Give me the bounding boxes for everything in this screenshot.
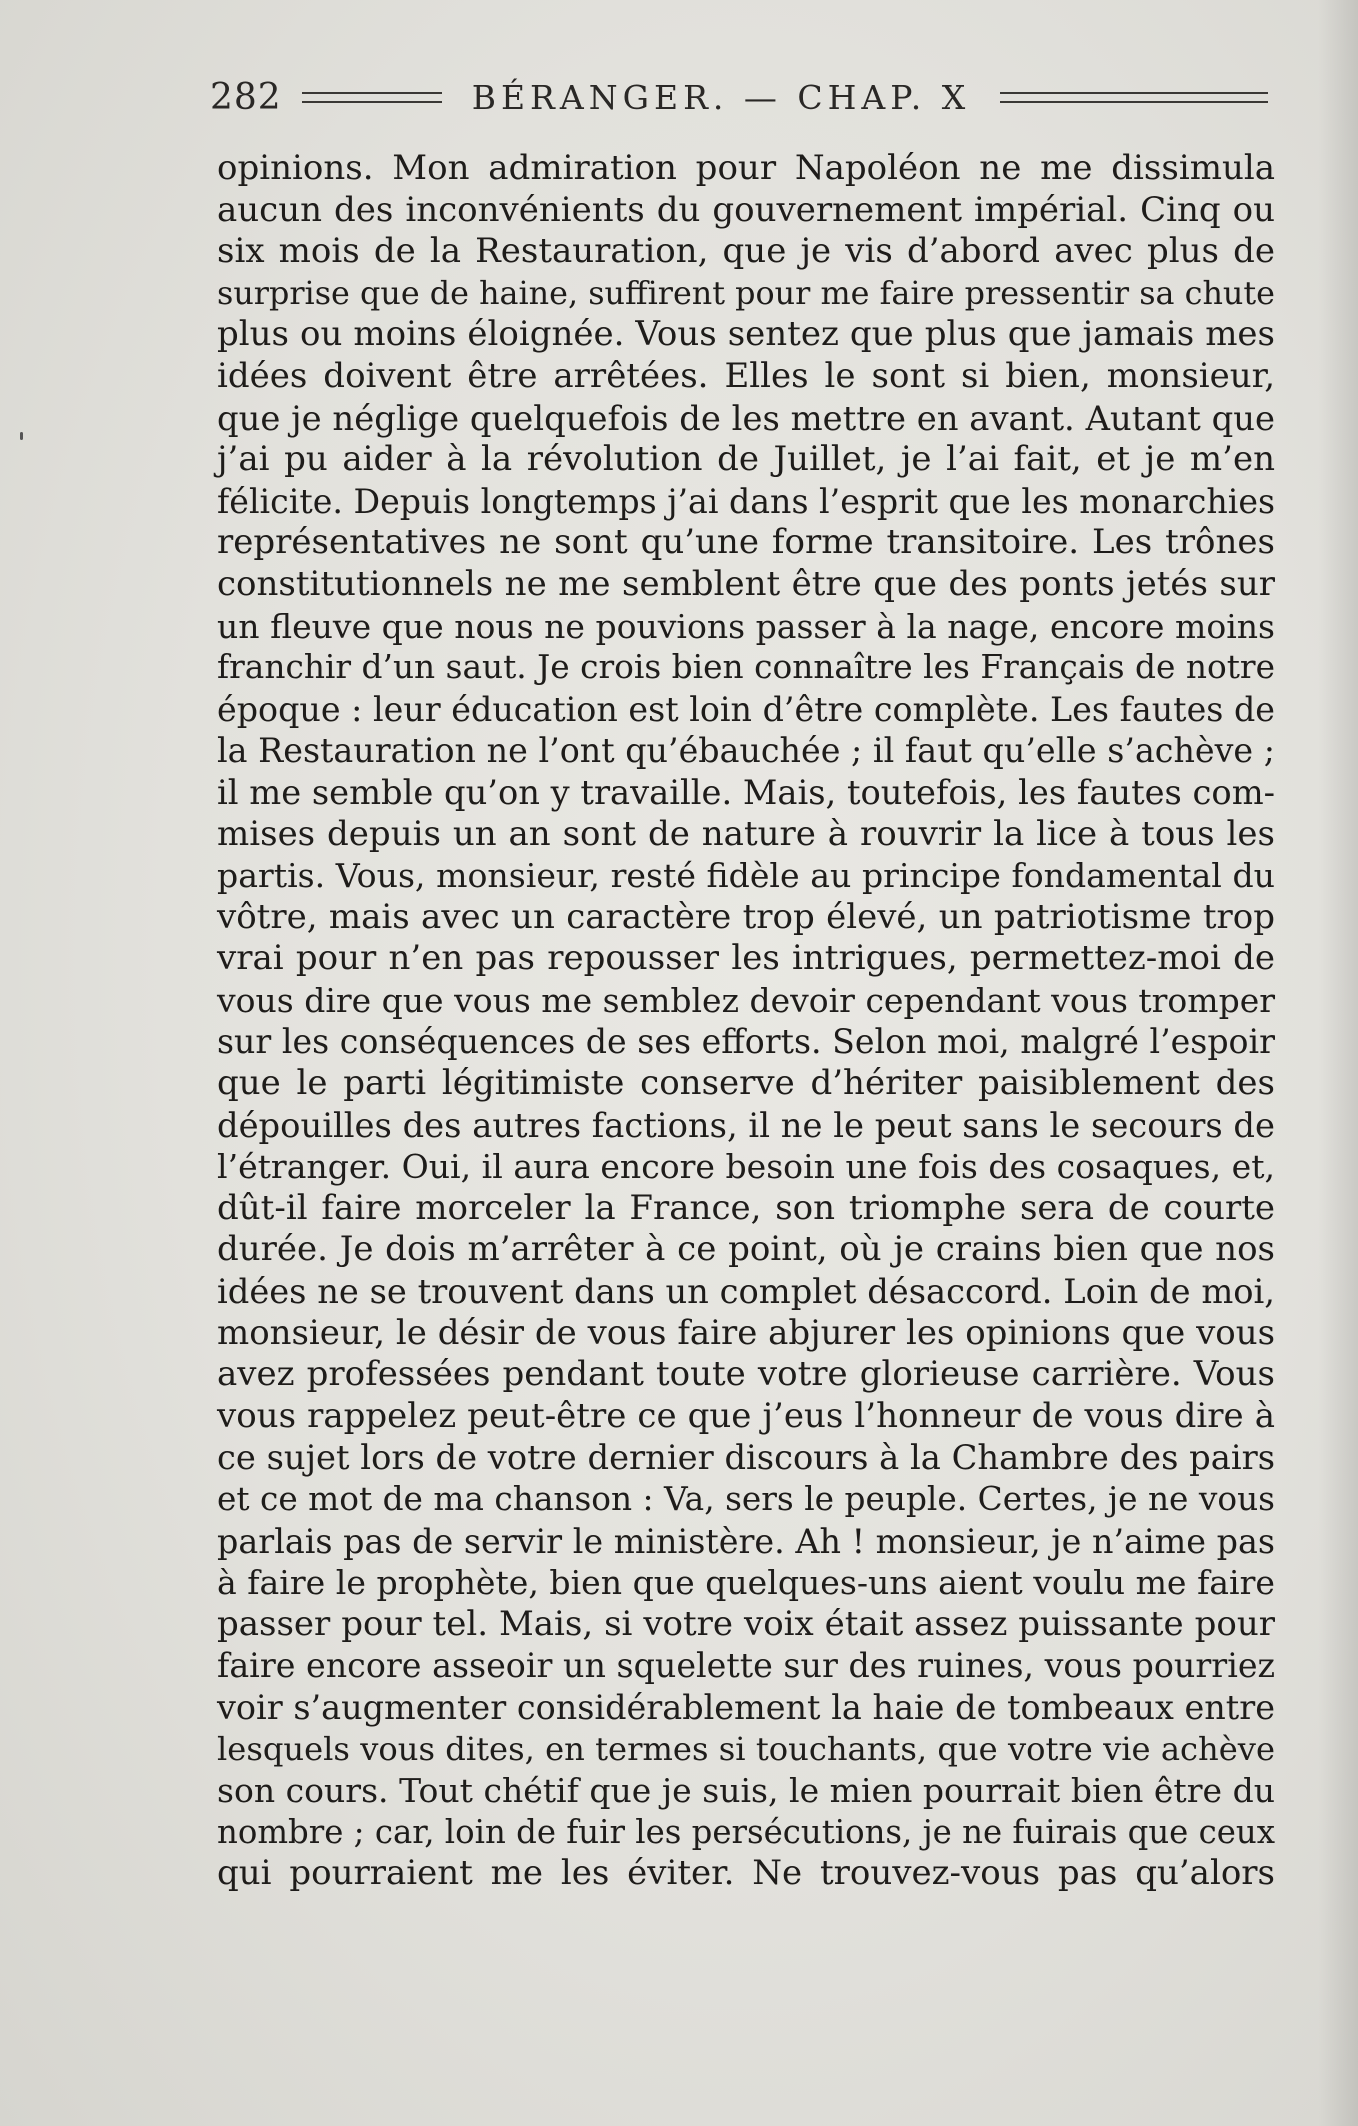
text-line: vrai pour n’en pas repousser les intrigues, permettez-moi de xyxy=(217,938,1275,979)
text-line: et ce mot de ma chanson : Va, sers le peuple. Certes, je ne vous xyxy=(217,1480,1275,1518)
text-line: la Restauration ne l’ont qu’ébauchée ; il faut qu’elle s’achève ; xyxy=(217,731,1275,771)
text-line: vôtre, mais avec un caractère trop élevé, un patriotisme trop xyxy=(217,896,1275,937)
text-line: faire encore asseoir un squelette sur des ruines, vous pourriez xyxy=(217,1646,1276,1686)
text-line: qui pourraient me les éviter. Ne trouvez-vous pas qu’alors xyxy=(217,1853,1275,1894)
body-text xyxy=(217,148,1275,1895)
text-line: surprise que de haine, suffirent pour me faire pressentir sa chute xyxy=(217,274,1275,312)
text-line: idées doivent être arrêtées. Elles le sont si bien, monsieur, xyxy=(217,355,1275,396)
text-line: monsieur, le désir de vous faire abjurer les opinions que vous xyxy=(217,1312,1275,1353)
text-line: j’ai pu aider à la révolution de Juillet, je l’ai fait, et je m’en xyxy=(217,439,1275,480)
running-title: BÉRANGER. — CHAP. X xyxy=(471,77,971,117)
text-line: un fleuve que nous ne pouvions passer à la nage, encore moins xyxy=(217,606,1275,646)
text-line: passer pour tel. Mais, si votre voix était assez puissante pour xyxy=(217,1603,1275,1644)
text-line: mises depuis un an sont de nature à rouvrir la lice à tous les xyxy=(217,813,1275,854)
text-line: ce sujet lors de votre dernier discours à la Chambre des pairs xyxy=(217,1438,1275,1478)
text-line: franchir d’un saut. Je crois bien connaître les Français de notre xyxy=(217,648,1275,687)
page-number: 282 xyxy=(210,76,282,118)
text-line: opinions. Mon admiration pour Napoléon ne me dissimula xyxy=(217,148,1275,188)
text-line: parlais pas de servir le ministère. Ah ! monsieur, je n’aime pas xyxy=(217,1521,1275,1561)
text-line: constitutionnels ne me semblent être que des ponts jetés sur xyxy=(217,563,1275,604)
text-line: que je néglige quelquefois de les mettre en avant. Autant que xyxy=(217,398,1275,438)
text-line: voir s’augmenter considérablement la haie de tombeaux entre xyxy=(217,1687,1275,1727)
header-rule-right xyxy=(1000,92,1268,103)
text-line: vous rappelez peut-être ce que j’eus l’honneur de vous dire à xyxy=(217,1395,1275,1436)
text-line: nombre ; car, loin de fuir les persécutions, je ne fuirais que ceux xyxy=(217,1812,1275,1851)
text-line: l’étranger. Oui, il aura encore besoin une fois des cosaques, et, xyxy=(217,1147,1275,1187)
text-line: son cours. Tout chétif que je suis, le mien pourrait bien être du xyxy=(217,1771,1275,1811)
page-edge-shadow xyxy=(1318,0,1358,2126)
text-line: partis. Vous, monsieur, resté fidèle au principe fondamental du xyxy=(217,856,1275,896)
text-line: que le parti légitimiste conserve d’hériter paisiblement des xyxy=(217,1063,1275,1104)
running-header xyxy=(210,72,1268,122)
text-line: félicite. Depuis longtemps j’ai dans l’esprit que les monarchies xyxy=(217,481,1276,521)
text-line: vous dire que vous me semblez devoir cependant vous tromper xyxy=(217,980,1275,1020)
text-line: lesquels vous dites, en termes si touchants, que votre vie achève xyxy=(217,1729,1275,1768)
text-line: dût-il faire morceler la France, son triomphe sera de courte xyxy=(217,1187,1275,1228)
text-line: durée. Je dois m’arrêter à ce point, où je crains bien que nos xyxy=(217,1229,1275,1270)
text-line: aucun des inconvénients du gouvernement impérial. Cinq ou xyxy=(217,189,1275,230)
text-line: plus ou moins éloignée. Vous sentez que plus que jamais mes xyxy=(217,314,1275,355)
ink-speck xyxy=(20,432,23,440)
text-line: idées ne se trouvent dans un complet désaccord. Loin de moi, xyxy=(217,1272,1275,1312)
text-line: six mois de la Restauration, que je vis d’abord avec plus de xyxy=(217,231,1275,272)
header-rule-left xyxy=(302,92,442,103)
text-line: avez professées pendant toute votre glorieuse carrière. Vous xyxy=(217,1354,1275,1395)
text-line: époque : leur éducation est loin d’être complète. Les fautes de xyxy=(217,689,1275,729)
text-line: représentatives ne sont qu’une forme transitoire. Les trônes xyxy=(217,522,1275,563)
text-line: à faire le prophète, bien que quelques-uns aient voulu me faire xyxy=(217,1563,1275,1603)
text-line: sur les conséquences de ses efforts. Selon moi, malgré l’espoir xyxy=(217,1022,1275,1062)
text-line: dépouilles des autres factions, il ne le peut sans le secours de xyxy=(217,1105,1275,1145)
text-line: il me semble qu’on y travaille. Mais, toutefois, les fautes com- xyxy=(217,772,1275,812)
